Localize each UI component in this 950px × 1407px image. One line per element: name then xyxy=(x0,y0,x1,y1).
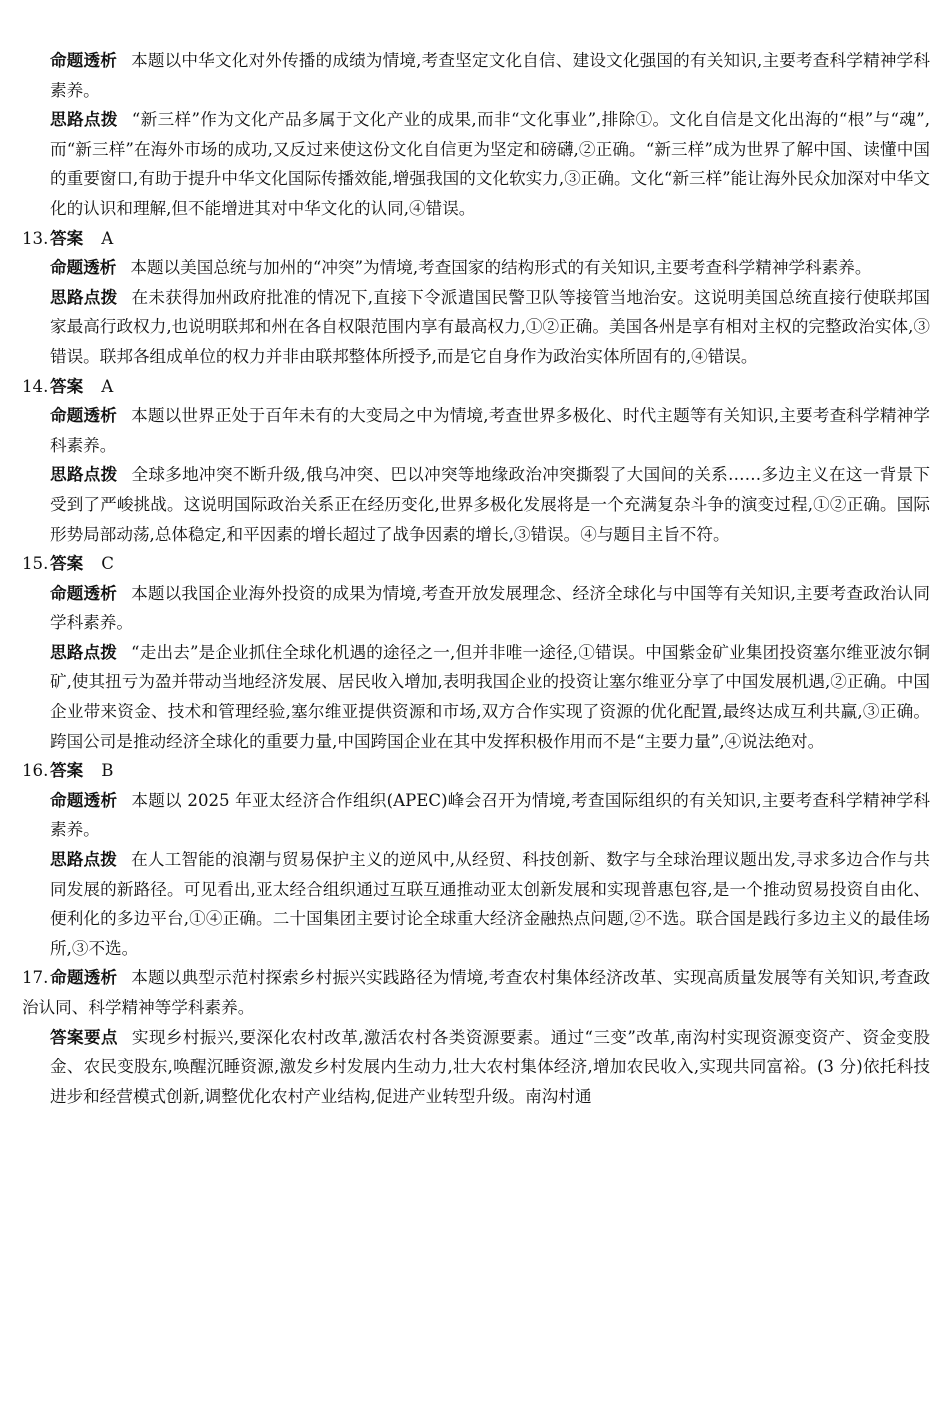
paragraph-text: 本题以美国总统与加州的“冲突”为情境,考查国家的结构形式的有关知识,主要考查科学精神学科素养。 xyxy=(130,258,872,278)
paragraph-top-analysis xyxy=(22,46,930,105)
paragraph-top-reasoning xyxy=(22,105,930,223)
q13-answer-line xyxy=(22,224,930,254)
question-number: 14. xyxy=(22,376,49,396)
q16-answer-line xyxy=(22,756,930,786)
paragraph-text: 本题以 2025 年亚太经济合作组织(APEC)峰会召开为情境,考查国际组织的有关知识,主要考查科学精神学科素养。 xyxy=(50,790,931,840)
label-analysis: 命题透析 xyxy=(50,258,117,278)
label-analysis: 命题透析 xyxy=(50,51,118,70)
paragraph-text: 在未获得加州政府批准的情况下,直接下令派遣国民警卫队等接管当地治安。这说明美国总统直接行使联邦国家最高行政权力,也说明联邦和州在各自权限范围内享有最高权力,①②正确。美国各州是享有相对主权的完整政治实体,③错误。联邦各组成单位的权力并非由联邦整体所授予,而是它自身作为政治实体所固有的,④错误。 xyxy=(50,287,930,366)
question-number: 13. xyxy=(22,228,49,248)
paragraph-text: 本题以世界正处于百年未有的大变局之中为情境,考查世界多极化、时代主题等有关知识,主要考查科学精神学科素养。 xyxy=(50,406,931,455)
label-reasoning: 思路点拨 xyxy=(50,850,118,870)
q14-answer-line xyxy=(22,372,930,402)
q16-analysis xyxy=(22,786,930,845)
label-reasoning: 思路点拨 xyxy=(50,110,118,130)
label-analysis: 命题透析 xyxy=(50,968,118,988)
q13-analysis xyxy=(22,253,930,283)
q16-reasoning xyxy=(22,845,930,963)
paragraph-text: “新三样”作为文化产品多属于文化产业的成果,而非“文化事业”,排除①。文化自信是文化出海的“根”与“魂”,而“新三样”在海外市场的成功,又反过来使这份文化自信更为坚定和磅礴,②正确。“新三样”成为世界了解中国、读懂中国的重要窗口,有助于提升中华文化国际传播效能,增强我国的文化软实力,③正确。文化“新三样”能让海外民众加深对中华文化的认识和理解,但不能增进其对中华文化的认同,④错误。 xyxy=(50,110,931,218)
paragraph-text: 在人工智能的浪潮与贸易保护主义的逆风中,从经贸、科技创新、数字与全球治理议题出发,寻求多边合作与共同发展的新路径。可见看出,亚太经合组织通过互联互通推动亚太创新发展和实现普惠包容,是一个推动贸易投资自由化、便利化的多边平台,①④正确。二十国集团主要讨论全球重大经济金融热点问题,②不选。联合国是践行多边主义的最佳场所,③不选。 xyxy=(50,850,931,958)
question-number: 16. xyxy=(22,761,49,781)
question-number: 15. xyxy=(22,554,49,574)
label-analysis: 命题透析 xyxy=(50,406,118,426)
answer-letter: A xyxy=(101,228,114,248)
q17-answer-points xyxy=(22,1023,930,1112)
q14-reasoning xyxy=(22,460,930,549)
answer-letter: C xyxy=(101,554,114,574)
q13-reasoning xyxy=(22,283,930,372)
q17-analysis xyxy=(22,963,930,1022)
paragraph-text: 全球多地冲突不断升级,俄乌冲突、巴以冲突等地缘政治冲突撕裂了大国间的关系……多边主义在这一背景下受到了严峻挑战。这说明国际政治关系正在经历变化,世界多极化发展将是一个充满复杂斗争的演变过程,①②正确。国际形势局部动荡,总体稳定,和平因素的增长超过了战争因素的增长,③错误。④与题目主旨不符。 xyxy=(50,465,930,544)
question-number: 17. xyxy=(22,968,49,988)
answer-letter: A xyxy=(101,376,114,396)
label-answer-points: 答案要点 xyxy=(50,1027,118,1047)
paragraph-text: 实现乡村振兴,要深化农村改革,激活农村各类资源要素。通过“三变”改革,南沟村实现资源变资产、资金变股金、农民变股东,唤醒沉睡资源,激发乡村发展内生动力,壮大农村集体经济,增加农民收入,实现共同富裕。(3 分)依托科技进步和经营模式创新,调整优化农村产业结构,促进产业转型升级。南沟村通 xyxy=(50,1027,931,1106)
answer-letter: B xyxy=(101,761,114,781)
label-analysis: 命题透析 xyxy=(50,583,118,603)
label-reasoning: 思路点拨 xyxy=(50,642,118,662)
paragraph-text: 本题以中华文化对外传播的成绩为情境,考查坚定文化自信、建设文化强国的有关知识,主要考查科学精神学科素养。 xyxy=(50,51,931,100)
label-reasoning: 思路点拨 xyxy=(50,287,118,307)
q15-analysis xyxy=(22,579,930,638)
paragraph-text: 本题以典型示范村探索乡村振兴实践路径为情境,考查农村集体经济改革、实现高质量发展等有关知识,考查政治认同、科学精神等学科素养。 xyxy=(22,968,931,1017)
q14-analysis xyxy=(22,401,930,460)
label-reasoning: 思路点拨 xyxy=(50,465,118,485)
label-answer: 答案 xyxy=(50,376,84,396)
q15-answer-line xyxy=(22,549,930,579)
label-answer: 答案 xyxy=(50,228,84,248)
label-analysis: 命题透析 xyxy=(50,790,118,810)
label-answer: 答案 xyxy=(50,761,84,781)
q15-reasoning xyxy=(22,638,930,756)
paragraph-text: 本题以我国企业海外投资的成果为情境,考查开放发展理念、经济全球化与中国等有关知识,主要考查政治认同学科素养。 xyxy=(50,583,931,633)
paragraph-text: “走出去”是企业抓住全球化机遇的途径之一,但并非唯一途径,①错误。中国紫金矿业集团投资塞尔维亚波尔铜矿,使其扭亏为盈并带动当地经济发展、居民收入增加,表明我国企业的投资让塞尔维亚分享了中国发展机遇,②正确。中国企业带来资金、技术和管理经验,塞尔维亚提供资源和市场,双方合作实现了资源的优化配置,最终达成互利共赢,③正确。跨国公司是推动经济全球化的重要力量,中国跨国企业在其中发挥积极作用而不是“主要力量”,④说法绝对。 xyxy=(50,642,931,751)
answer-content xyxy=(22,46,930,1111)
label-answer: 答案 xyxy=(50,554,84,574)
